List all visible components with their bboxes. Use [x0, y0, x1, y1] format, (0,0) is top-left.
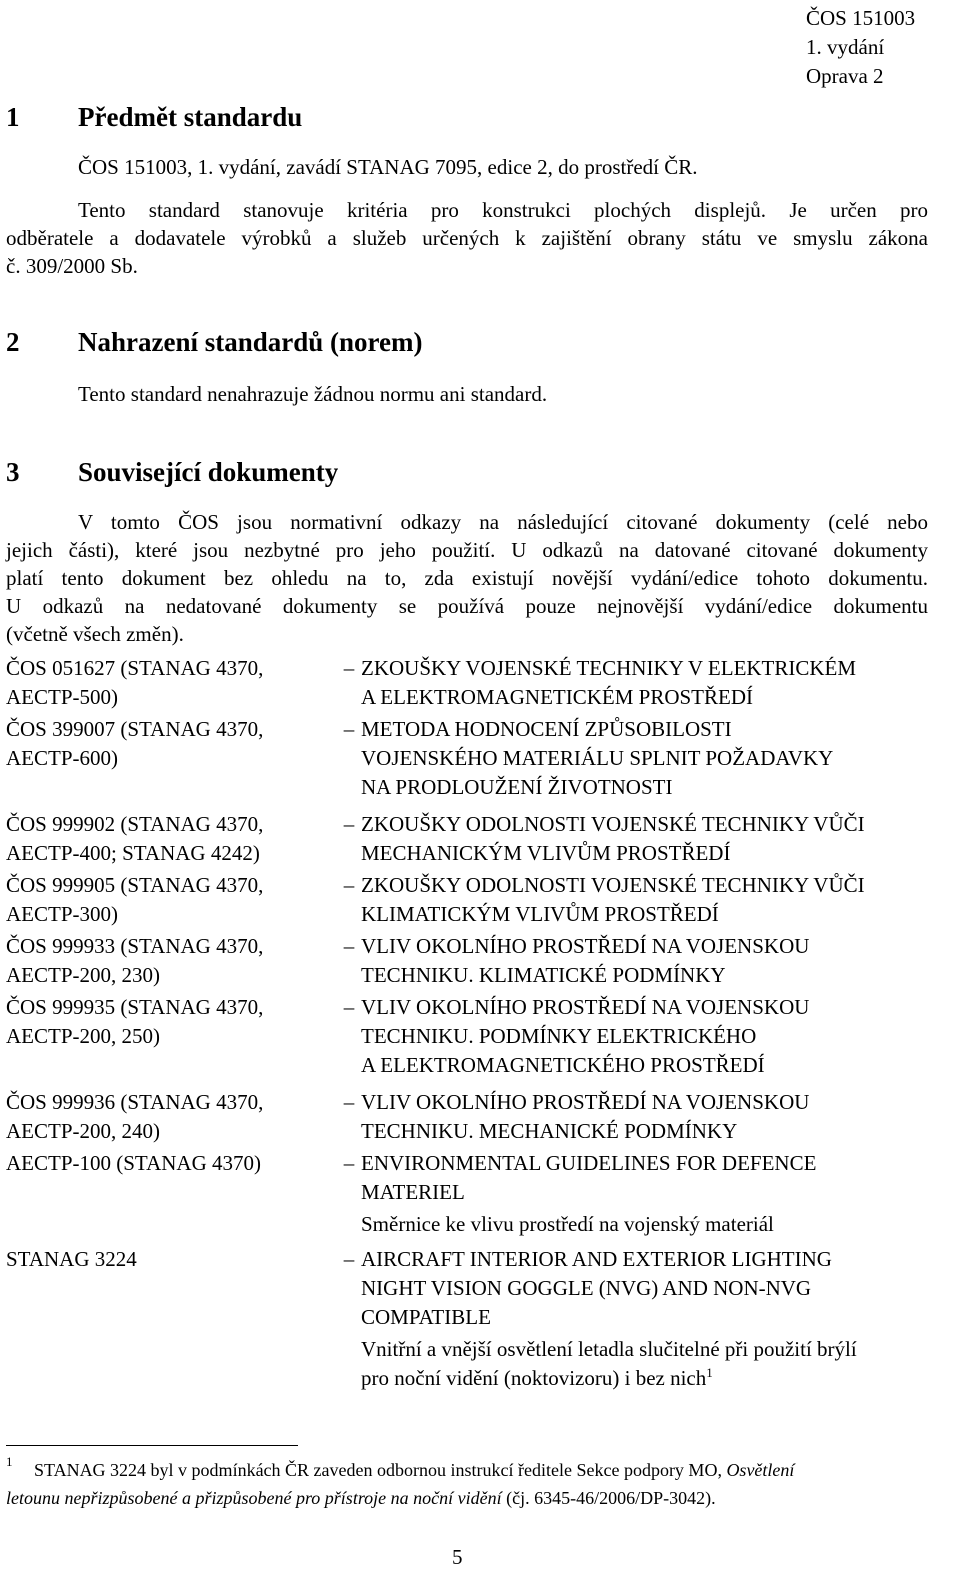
reference-title-line: ZKOUŠKY ODOLNOSTI VOJENSKÉ TECHNIKY VŮČI [361, 812, 865, 836]
reference-item [6, 871, 951, 929]
doc-amendment: Oprava 2 [806, 64, 884, 88]
reference-item [6, 993, 951, 1080]
section-title: Související dokumenty [78, 457, 339, 487]
reference-doc-line: ČOS 051627 (STANAG 4370, [6, 656, 264, 680]
doc-id: ČOS 151003 [806, 6, 916, 30]
reference-doc [6, 654, 326, 712]
reference-item [6, 932, 951, 990]
reference-doc [6, 715, 326, 773]
section-number: 3 [6, 457, 20, 487]
text-line: (včetně všech změn). [6, 622, 184, 646]
section-3-paragraph-1 [6, 508, 928, 648]
page-number: 5 [452, 1545, 463, 1569]
text-line: odběratele a dodavatele výrobků a služeb určených k zajištění obrany státu ve smyslu zákona [6, 226, 928, 250]
reference-item [6, 810, 951, 868]
reference-title-line: TECHNIKU. PODMÍNKY ELEKTRICKÉHO [361, 1024, 757, 1048]
section-2-paragraph-1 [78, 380, 547, 408]
footnote-text: STANAG 3224 byl v podmínkách ČR zaveden odbornou instrukcí ředitele Sekce podpory MO, [34, 1460, 727, 1480]
text-line: V tomto ČOS jsou normativní odkazy na následující citované dokumenty (celé nebo [78, 510, 928, 534]
reference-title-line: MATERIEL [361, 1180, 465, 1204]
reference-title-line: ENVIRONMENTAL GUIDELINES FOR DEFENCE [361, 1151, 817, 1175]
doc-edition: 1. vydání [806, 35, 885, 59]
reference-doc-line: AECTP-400; STANAG 4242) [6, 841, 260, 865]
reference-item [6, 1088, 951, 1146]
dash-separator: – [343, 934, 355, 958]
reference-title-line: VLIV OKOLNÍHO PROSTŘEDÍ NA VOJENSKOU [361, 1090, 810, 1114]
dash-separator: – [343, 1247, 355, 1271]
reference-doc-line: AECTP-200, 250) [6, 1024, 160, 1048]
text-line: ČOS 151003, 1. vydání, zavádí STANAG 7095, edice 2, do prostředí ČR. [78, 155, 698, 179]
reference-doc-line: ČOS 399007 (STANAG 4370, [6, 717, 264, 741]
footnote-italic-text: Osvětlení [726, 1460, 795, 1480]
section-number: 2 [6, 327, 20, 357]
footnote-number: 1 [6, 1454, 13, 1469]
text-line: jejich části), které jsou nezbytné pro jeho použití. U odkazů na datované citované dokumenty [6, 538, 928, 562]
reference-title-line: VOJENSKÉHO MATERIÁLU SPLNIT POŽADAVKY [361, 746, 834, 770]
reference-title-line: METODA HODNOCENÍ ZPŮSOBILOSTI [361, 717, 732, 741]
reference-doc [6, 932, 326, 990]
footnote-line [6, 1484, 928, 1512]
reference-title [361, 1149, 951, 1239]
reference-doc-line: AECTP-200, 240) [6, 1119, 160, 1143]
reference-item [6, 1149, 951, 1239]
reference-title-line: NA PRODLOUŽENÍ ŽIVOTNOSTI [361, 775, 673, 799]
section-1-heading [6, 102, 302, 133]
footnote [6, 1456, 928, 1512]
document-header [806, 4, 915, 91]
reference-doc [6, 1149, 326, 1178]
dash-separator: – [343, 656, 355, 680]
reference-title-line: VLIV OKOLNÍHO PROSTŘEDÍ NA VOJENSKOU [361, 934, 810, 958]
reference-title-line: A ELEKTROMAGNETICKÉHO PROSTŘEDÍ [361, 1053, 765, 1077]
dash-separator: – [343, 1151, 355, 1175]
reference-title-line: A ELEKTROMAGNETICKÉM PROSTŘEDÍ [361, 685, 753, 709]
text-line: Tento standard nenahrazuje žádnou normu ani standard. [78, 382, 548, 406]
section-number: 1 [6, 102, 20, 132]
reference-title [361, 1088, 951, 1146]
section-title: Nahrazení standardů (norem) [78, 327, 423, 357]
reference-doc-line: AECTP-200, 230) [6, 963, 160, 987]
dash-separator: – [343, 812, 355, 836]
reference-doc [6, 871, 326, 929]
reference-doc-line: AECTP-100 (STANAG 4370) [6, 1151, 261, 1175]
section-1-paragraph-2 [6, 196, 928, 280]
reference-title [361, 993, 951, 1080]
reference-title-line: ZKOUŠKY VOJENSKÉ TECHNIKY V ELEKTRICKÉM [361, 656, 857, 680]
reference-title-line: AIRCRAFT INTERIOR AND EXTERIOR LIGHTING [361, 1247, 832, 1271]
reference-title [361, 715, 951, 802]
reference-doc-line: AECTP-300) [6, 902, 118, 926]
reference-item [6, 715, 951, 802]
reference-title-line: COMPATIBLE [361, 1305, 491, 1329]
text-line: U odkazů na nedatované dokumenty se používá pouze nejnovější vydání/edice dokumentu [6, 594, 928, 618]
text-line: platí tento dokument bez ohledu na to, zda existují novější vydání/edice tohoto dokumentu. [6, 566, 928, 590]
footnote-line [6, 1456, 928, 1484]
footnote-mark[interactable]: 1 [706, 1365, 713, 1380]
reference-title [361, 932, 951, 990]
reference-title [361, 654, 951, 712]
section-2-heading [6, 327, 423, 358]
reference-doc-line: ČOS 999935 (STANAG 4370, [6, 995, 264, 1019]
reference-title-line: TECHNIKU. MECHANICKÉ PODMÍNKY [361, 1119, 738, 1143]
reference-title [361, 871, 951, 929]
dash-separator: – [343, 995, 355, 1019]
reference-title-line: TECHNIKU. KLIMATICKÉ PODMÍNKY [361, 963, 726, 987]
reference-doc [6, 1245, 326, 1274]
section-1-paragraph-1 [78, 153, 698, 181]
dash-separator: – [343, 1090, 355, 1114]
section-3-heading [6, 457, 338, 488]
reference-czech-title-line: Směrnice ke vlivu prostředí na vojenský materiál [361, 1212, 774, 1236]
reference-czech-title-line: pro noční vidění (noktovizoru) i bez nich [361, 1366, 707, 1390]
footnote-text: (čj. 6345-46/2006/DP-3042). [501, 1488, 716, 1508]
reference-doc-line: ČOS 999936 (STANAG 4370, [6, 1090, 264, 1114]
reference-list [6, 654, 951, 1396]
reference-title [361, 810, 951, 868]
reference-title-line: NIGHT VISION GOGGLE (NVG) AND NON-NVG [361, 1276, 812, 1300]
reference-title-line: VLIV OKOLNÍHO PROSTŘEDÍ NA VOJENSKOU [361, 995, 810, 1019]
footnote-italic-text: letounu nepřizpůsobené a přizpůsobené pro přístroje na noční vidění [6, 1488, 502, 1508]
dash-separator: – [343, 873, 355, 897]
reference-item [6, 1245, 951, 1393]
section-title: Předmět standardu [78, 102, 303, 132]
reference-czech-title-line: Vnitřní a vnější osvětlení letadla slučitelné při použití brýlí [361, 1337, 857, 1361]
reference-doc-line: ČOS 999902 (STANAG 4370, [6, 812, 264, 836]
text-line: Tento standard stanovuje kritéria pro konstrukci plochých displejů. Je určen pro [78, 198, 928, 222]
reference-doc-line: AECTP-600) [6, 746, 118, 770]
reference-doc-line: STANAG 3224 [6, 1247, 137, 1271]
reference-item [6, 654, 951, 712]
reference-title-line: ZKOUŠKY ODOLNOSTI VOJENSKÉ TECHNIKY VŮČI [361, 873, 865, 897]
dash-separator: – [343, 717, 355, 741]
reference-doc-line: ČOS 999905 (STANAG 4370, [6, 873, 264, 897]
reference-doc-line: AECTP-500) [6, 685, 118, 709]
reference-doc [6, 1088, 326, 1146]
reference-title-line: KLIMATICKÝM VLIVŮM PROSTŘEDÍ [361, 902, 719, 926]
reference-title-line: MECHANICKÝM VLIVŮM PROSTŘEDÍ [361, 841, 731, 865]
footnote-divider [6, 1445, 298, 1446]
reference-doc [6, 993, 326, 1051]
text-line: č. 309/2000 Sb. [6, 254, 138, 278]
reference-doc [6, 810, 326, 868]
reference-doc-line: ČOS 999933 (STANAG 4370, [6, 934, 264, 958]
reference-title [361, 1245, 951, 1393]
